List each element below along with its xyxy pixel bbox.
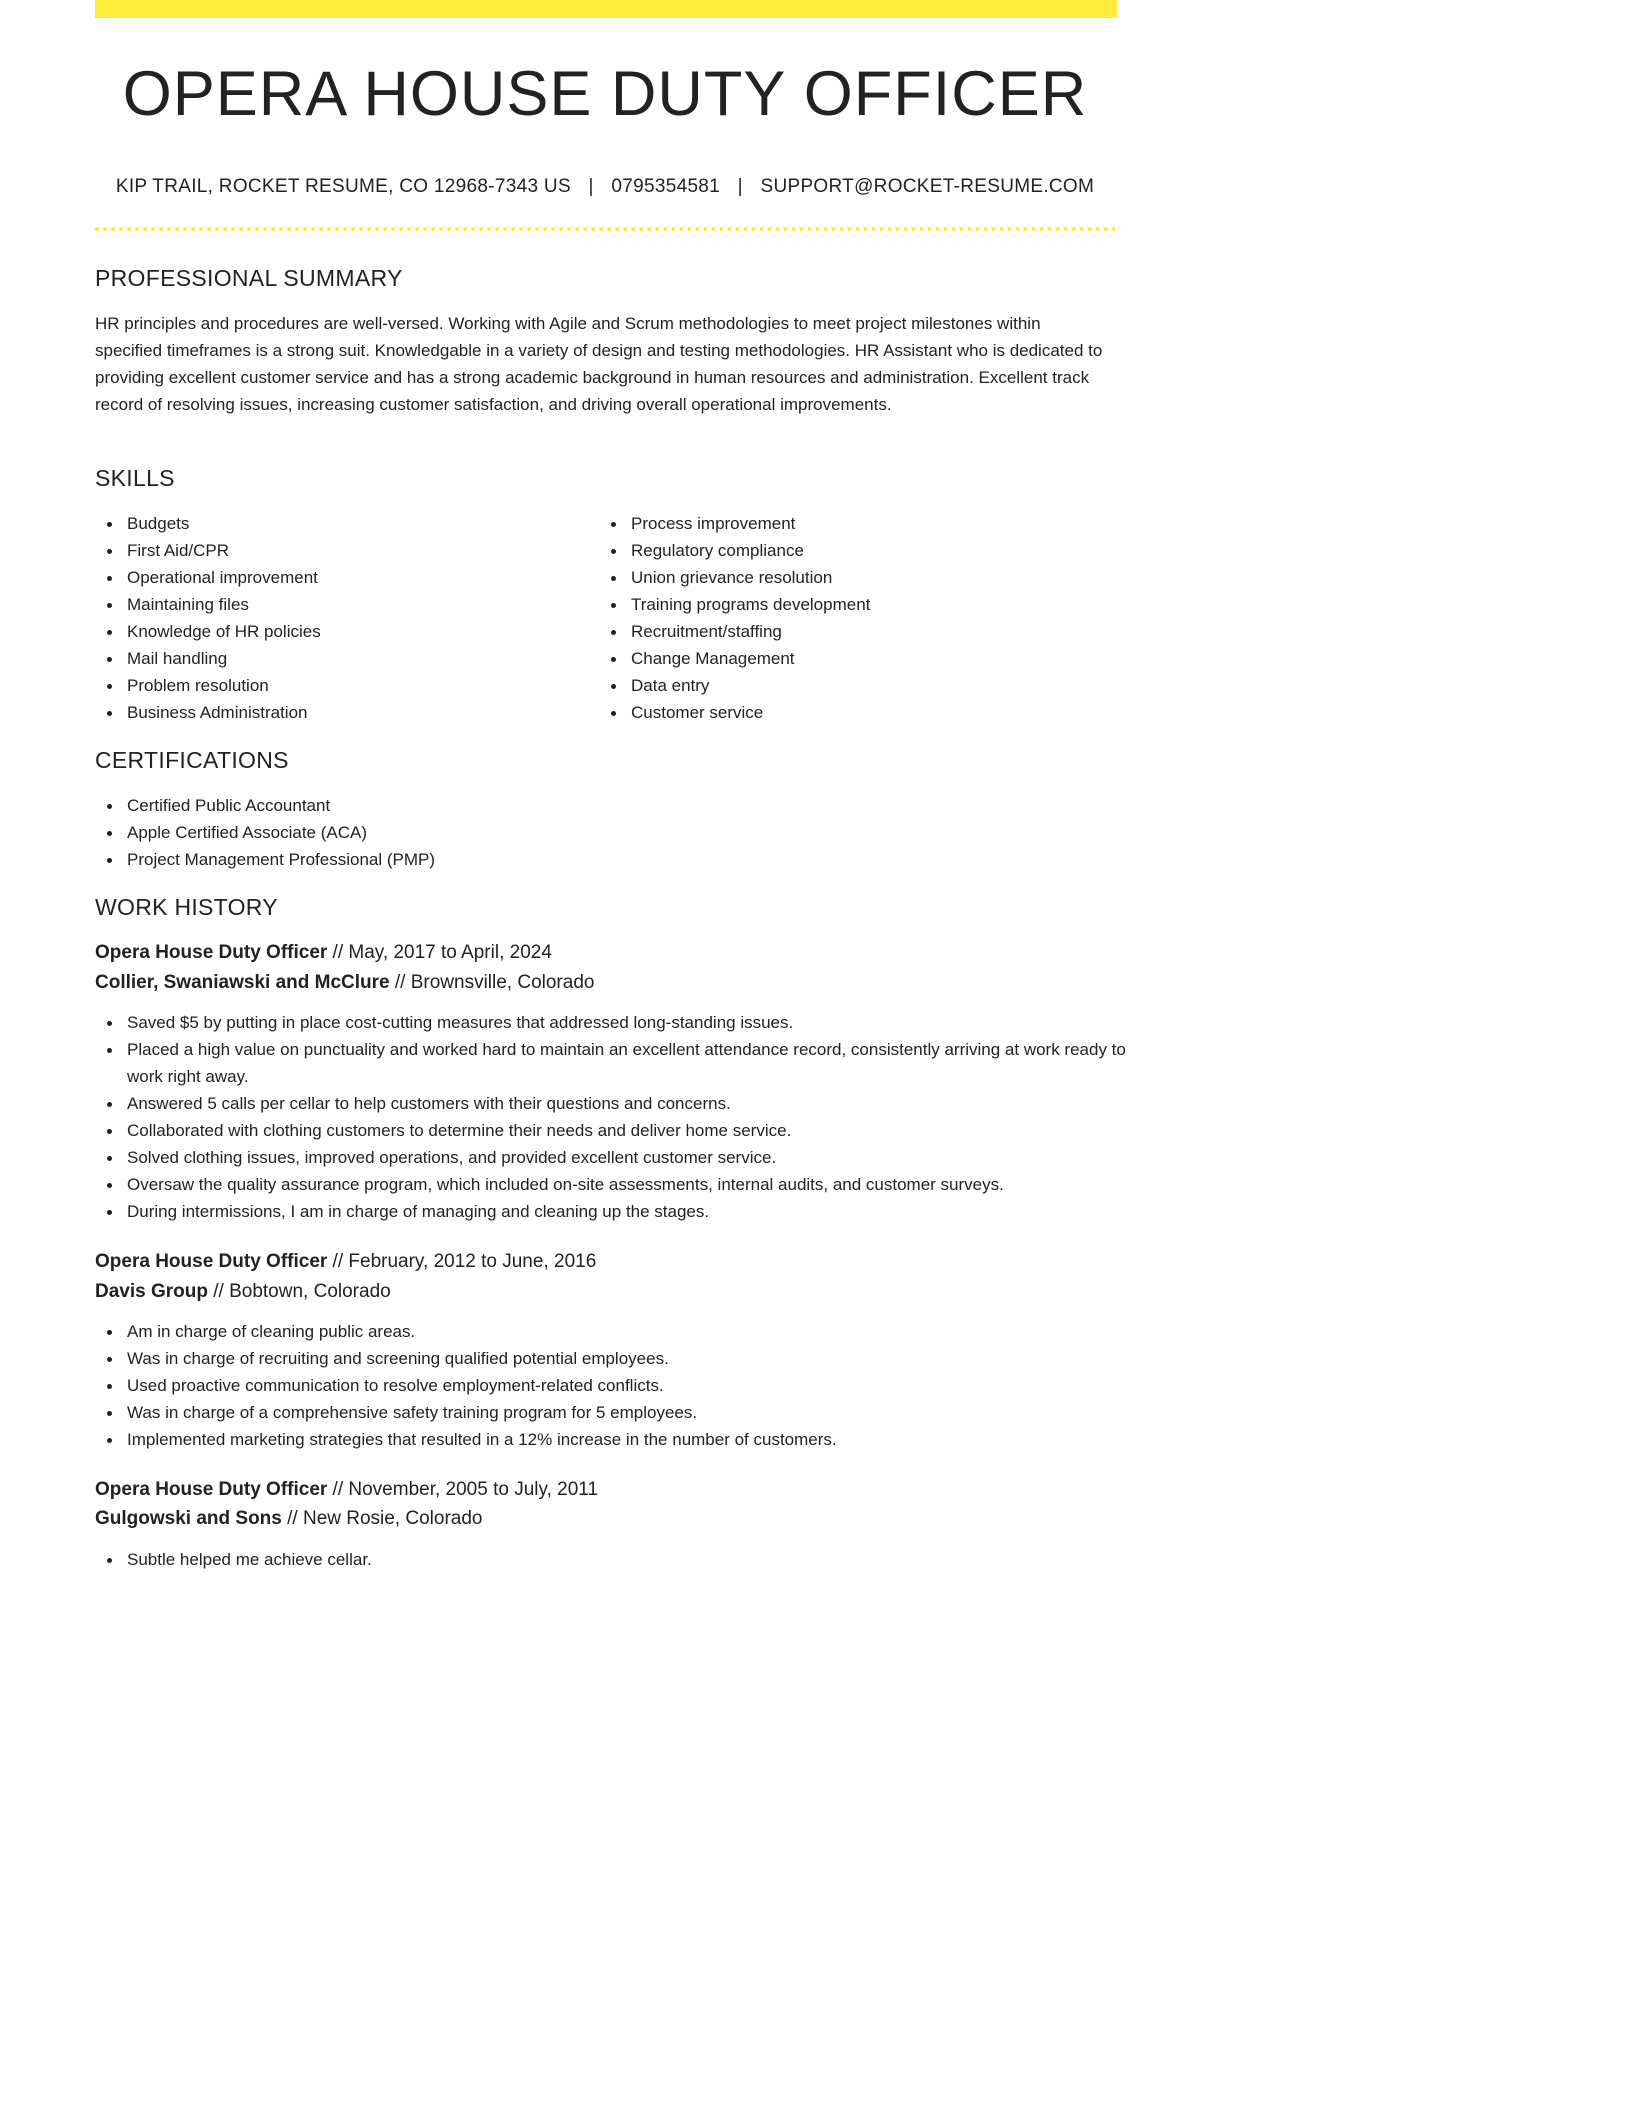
work-history-heading: WORK HISTORY [95, 894, 278, 920]
skill-item: Data entry [631, 672, 1111, 699]
skill-item: Knowledge of HR policies [127, 618, 597, 645]
top-accent-bar [95, 0, 1117, 18]
job-company-line [95, 1281, 391, 1303]
job-bullet: Was in charge of a comprehensive safety training program for 5 employees. [127, 1399, 1127, 1426]
job-title-line [95, 942, 552, 964]
job-role: Opera House Duty Officer [95, 1251, 328, 1272]
skill-item: Problem resolution [127, 672, 597, 699]
contact-phone: 0795354581 [611, 176, 721, 197]
job-bullet: Used proactive communication to resolve employment-related conflicts. [127, 1372, 1127, 1399]
job-bullet: Oversaw the quality assurance program, which included on-site assessments, internal audits, and customer surveys. [127, 1171, 1127, 1198]
job-bullets [95, 1546, 1127, 1573]
job-bullets [95, 1009, 1127, 1225]
skill-item: Mail handling [127, 645, 597, 672]
contact-line [0, 176, 1210, 198]
skills-heading: SKILLS [95, 465, 175, 491]
job-location: // New Rosie, Colorado [281, 1508, 483, 1529]
skill-item: Training programs development [631, 591, 1111, 618]
contact-address: KIP TRAIL, ROCKET RESUME, CO 12968-7343 US [115, 176, 571, 197]
job-dates: // November, 2005 to July, 2011 [327, 1479, 599, 1500]
skills-list-right [599, 510, 1111, 726]
job-location: // Brownsville, Colorado [389, 972, 595, 993]
skill-item: Budgets [127, 510, 597, 537]
summary-text: HR principles and procedures are well-versed. Working with Agile and Scrum methodologies to meet project milestones within specified timeframes is a strong suit. Knowledgable in a variety of design and testing methodologies. HR Assistant who is dedicated to providing excellent customer service and has a strong academic background in human resources and administration. Excellent track record of resolving issues, increasing customer satisfaction, and driving overall operational improvements. [95, 314, 1103, 414]
certification-item: Apple Certified Associate (ACA) [127, 819, 827, 846]
certifications-list [95, 792, 827, 873]
skill-item: Maintaining files [127, 591, 597, 618]
skill-item: Customer service [631, 699, 1111, 726]
skill-item: Change Management [631, 645, 1111, 672]
job-location: // Bobtown, Colorado [207, 1281, 391, 1302]
resume-title: OPERA HOUSE DUTY OFFICER [122, 59, 1088, 129]
skill-item: Union grievance resolution [631, 564, 1111, 591]
job-bullet: During intermissions, I am in charge of managing and cleaning up the stages. [127, 1198, 1127, 1225]
job-bullet: Am in charge of cleaning public areas. [127, 1318, 1127, 1345]
job-bullets [95, 1318, 1127, 1453]
contact-email[interactable]: SUPPORT@ROCKET-RESUME.COM [760, 176, 1095, 197]
contact-separator: | [737, 176, 743, 197]
skill-item: Process improvement [631, 510, 1111, 537]
job-bullet: Implemented marketing strategies that resulted in a 12% increase in the number of customers. [127, 1426, 1127, 1453]
job-company: Davis Group [95, 1281, 208, 1302]
certification-item: Certified Public Accountant [127, 792, 827, 819]
skill-item: Recruitment/staffing [631, 618, 1111, 645]
job-role: Opera House Duty Officer [95, 1479, 328, 1500]
job-bullet: Placed a high value on punctuality and worked hard to maintain an excellent attendance record, consistently arriving at work ready to work right away. [127, 1036, 1127, 1090]
job-company-line [95, 1508, 483, 1530]
job-bullet: Solved clothing issues, improved operations, and provided excellent customer service. [127, 1144, 1127, 1171]
job-company: Gulgowski and Sons [95, 1508, 282, 1529]
skill-item: First Aid/CPR [127, 537, 597, 564]
job-dates: // February, 2012 to June, 2016 [327, 1251, 597, 1272]
job-title-line [95, 1479, 598, 1501]
skill-item: Business Administration [127, 699, 597, 726]
job-bullet: Saved $5 by putting in place cost-cutting measures that addressed long-standing issues. [127, 1009, 1127, 1036]
skill-item: Regulatory compliance [631, 537, 1111, 564]
job-bullet: Subtle helped me achieve cellar. [127, 1546, 1127, 1573]
job-bullet: Collaborated with clothing customers to determine their needs and deliver home service. [127, 1117, 1127, 1144]
skill-item: Operational improvement [127, 564, 597, 591]
job-dates: // May, 2017 to April, 2024 [327, 942, 552, 963]
job-company: Collier, Swaniawski and McClure [95, 972, 390, 993]
summary-heading: PROFESSIONAL SUMMARY [95, 265, 403, 291]
job-role: Opera House Duty Officer [95, 942, 328, 963]
skills-list-left [95, 510, 597, 726]
certifications-heading: CERTIFICATIONS [95, 747, 289, 773]
job-title-line [95, 1251, 596, 1273]
job-company-line [95, 972, 594, 994]
contact-separator: | [588, 176, 594, 197]
job-bullet: Was in charge of recruiting and screening qualified potential employees. [127, 1345, 1127, 1372]
certification-item: Project Management Professional (PMP) [127, 846, 827, 873]
job-bullet: Answered 5 calls per cellar to help customers with their questions and concerns. [127, 1090, 1127, 1117]
dotted-divider [95, 227, 1117, 231]
